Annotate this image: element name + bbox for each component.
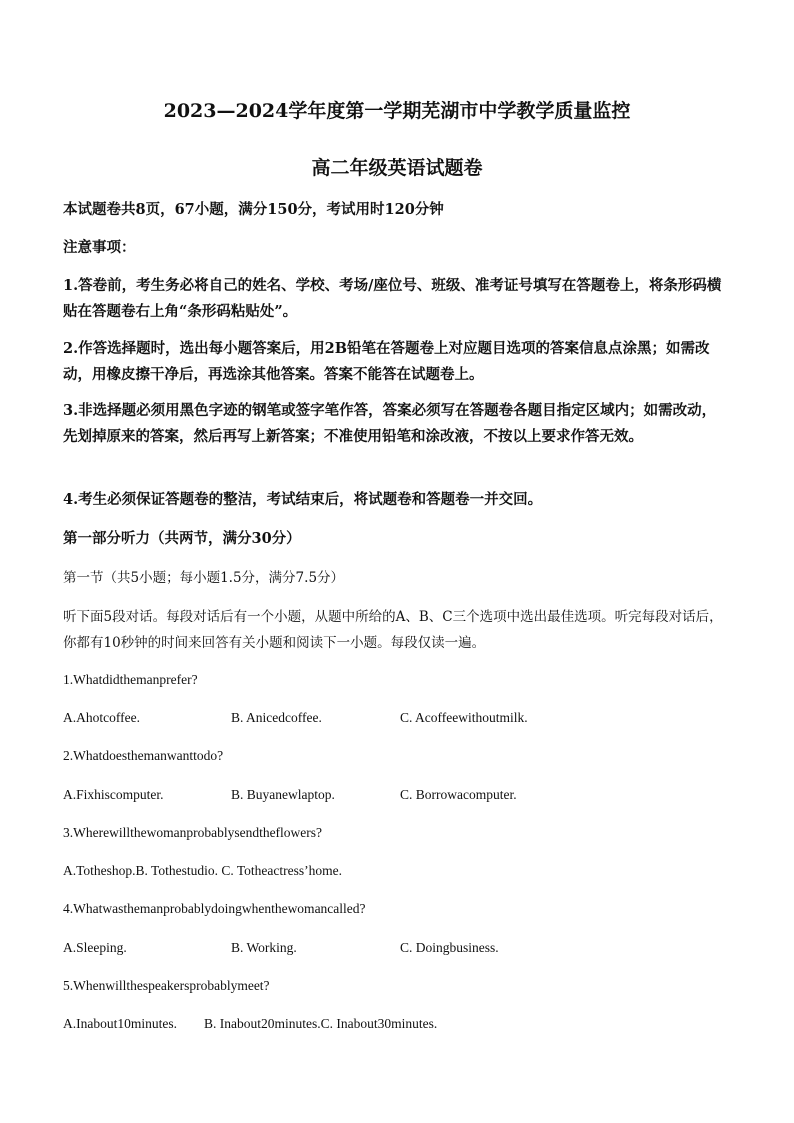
options-line: A.Inabout10minutes. B. Inabout20minutes.C. Inabout30minutes. bbox=[63, 1016, 438, 1031]
question-text: 3.Wherewillthewomanprobablysendtheflowers? bbox=[63, 825, 323, 840]
question-text: 2.Whatdoesthemanwanttodo? bbox=[63, 748, 224, 763]
notice-item: 1.答卷前，考生务必将自己的姓名、学校、考场/座位号、班级、准考证号填写在答题卷上，将条形码横贴在答题卷右上角“条形码粘贴处”。 bbox=[63, 277, 722, 320]
section1-heading: 第一节（共5小题；每小题1.5分，满分7.5分） bbox=[63, 570, 345, 586]
exam-title: 2023—2024学年度第一学期芜湖市中学教学质量监控 bbox=[163, 100, 631, 122]
option-c: C. Doingbusiness. bbox=[400, 940, 499, 955]
option-b: B. Anicedcoffee. bbox=[231, 710, 322, 725]
exam-subtitle: 高二年级英语试题卷 bbox=[311, 157, 483, 179]
options-line: A.Totheshop.B. Tothestudio. C. Totheactress’home. bbox=[63, 863, 343, 878]
question-text: 4.Whatwasthemanprobablydoingwhenthewomancalled? bbox=[63, 901, 366, 916]
option-c: C. Acoffeewithoutmilk. bbox=[400, 710, 528, 725]
notice-item: 3.非选择题必须用黑色字迹的钢笔或签字笔作答，答案必须写在答题卷各题目指定区域内；如需改动，先划掉原来的答案，然后再写上新答案；不准使用铅笔和涂改液，不按以上要求作答无效。 bbox=[63, 402, 717, 445]
option-b: B. Buyanewlaptop. bbox=[231, 787, 335, 802]
notice-heading: 注意事项： bbox=[63, 239, 136, 256]
option-a: A.Sleeping. bbox=[63, 940, 127, 955]
question-text: 1.Whatdidthemanprefer? bbox=[63, 672, 198, 687]
notice-item: 2.作答选择题时，选出每小题答案后，用2B铅笔在答题卷上对应题目选项的答案信息点涂黑；如需改动，用橡皮擦干净后，再选涂其他答案。答案不能答在试题卷上。 bbox=[63, 340, 710, 383]
option-a: A.Fixhiscomputer. bbox=[63, 787, 164, 802]
option-c: C. Borrowacomputer. bbox=[400, 787, 517, 802]
question-text: 5.Whenwillthespeakersprobablymeet? bbox=[63, 978, 270, 993]
part1-heading: 第一部分听力（共两节，满分30分） bbox=[63, 530, 301, 547]
exam-summary: 本试题卷共8页，67小题，满分150分，考试用时120分钟 bbox=[63, 201, 444, 218]
option-b: B. Working. bbox=[231, 940, 297, 955]
listening-instructions: 听下面5段对话。每段对话后有一个小题，从题中所给的A、B、C三个选项中选出最佳选项。听完每段对话后，你都有10秒钟的时间来回答有关小题和阅读下一小题。每段仅读一遍。 bbox=[63, 609, 723, 651]
notice-item: 4.考生必须保证答题卷的整洁，考试结束后，将试题卷和答题卷一并交回。 bbox=[63, 491, 543, 508]
option-a: A.Ahotcoffee. bbox=[63, 710, 140, 725]
